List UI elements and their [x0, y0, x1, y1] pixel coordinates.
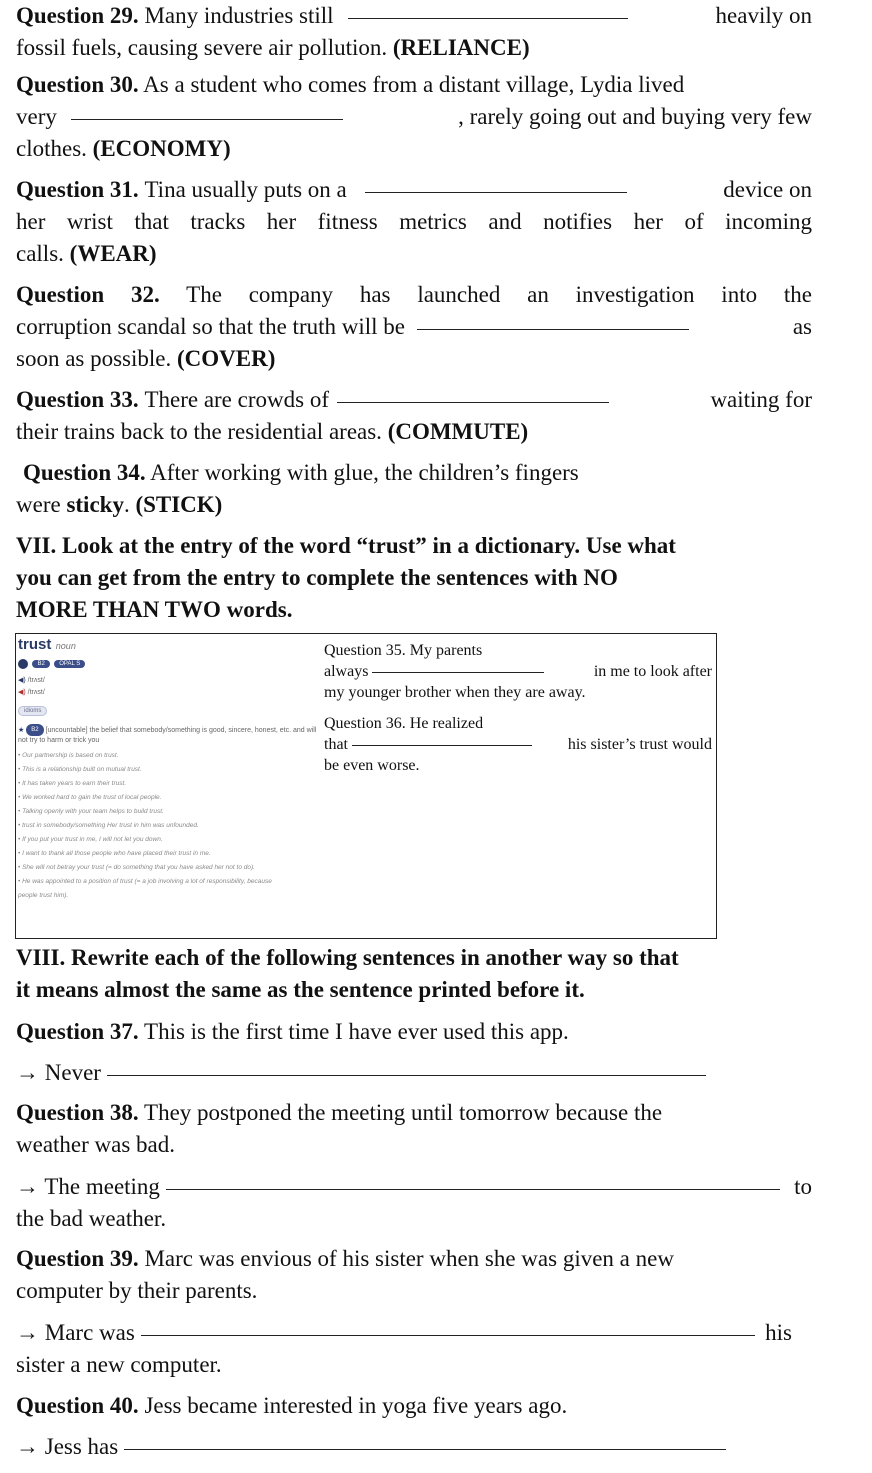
question-label: Question 37. — [16, 1019, 139, 1044]
speaker-us-icon[interactable]: ◀) — [18, 689, 26, 696]
question-text: his sister’s trust would — [567, 736, 712, 753]
pronunciation-us: /trʌst/ — [27, 689, 45, 696]
answer-blank[interactable] — [365, 192, 627, 193]
question-36 — [324, 713, 712, 776]
rewrite-prompt: → Never — [16, 1060, 101, 1085]
dictionary-example: • I want to thank all those people who have placed their trust in me. — [18, 850, 211, 857]
question-label: Question 32. — [16, 282, 160, 307]
question-39 — [16, 1243, 812, 1381]
dictionary-entry-box — [15, 633, 717, 939]
question-text: my younger brother when they are away. — [324, 684, 586, 701]
question-text: device on — [723, 177, 812, 202]
heading-line: you can get from the entry to complete the sentences with NO — [16, 565, 618, 590]
question-text: calls. — [16, 241, 64, 266]
question-label: Question 31. — [16, 177, 139, 202]
question-label: Question 34. — [23, 460, 146, 485]
question-text: My parents — [409, 642, 483, 659]
answer-blank[interactable] — [124, 1449, 726, 1450]
question-text: They postponed the meeting until tomorrow because the — [144, 1100, 663, 1125]
level-badge-icon — [18, 659, 28, 669]
dictionary-example: • This is a relationship built on mutual trust. — [18, 766, 142, 773]
answer-blank[interactable] — [372, 672, 544, 673]
answer-blank[interactable] — [352, 745, 532, 746]
root-word: (WEAR) — [69, 241, 157, 266]
question-text: Marc was envious of his sister when she was given a new — [144, 1246, 674, 1271]
dictionary-example: • Talking openly with your team helps to build trust. — [18, 808, 164, 815]
question-text: fossil fuels, causing severe air pollution. — [16, 35, 388, 60]
root-word: (COMMUTE) — [387, 419, 529, 444]
question-text: always — [324, 663, 369, 680]
idioms-button[interactable]: idioms — [18, 706, 47, 716]
question-text: sister a new computer. — [16, 1352, 222, 1377]
question-text: soon as possible. — [16, 346, 172, 371]
question-37 — [16, 1016, 812, 1089]
question-text: , rarely going out and buying very few — [458, 104, 812, 129]
question-label: Question 35. — [324, 642, 406, 659]
dictionary-example: • She will not betray your trust (= do something that you have asked her not to do). — [18, 864, 255, 871]
rewrite-prompt: → Marc was — [16, 1320, 135, 1345]
question-text: his — [765, 1320, 792, 1345]
star-icon: ★ — [18, 726, 25, 734]
question-text: that — [324, 736, 348, 753]
answer-blank[interactable] — [71, 119, 343, 120]
question-text: Many industries still — [144, 3, 334, 28]
answer-blank[interactable] — [337, 402, 609, 403]
question-text: Tina usually puts on a — [144, 177, 347, 202]
question-text: corruption scandal so that the truth will be — [16, 314, 405, 339]
question-34 — [16, 457, 812, 521]
question-text: As a student who comes from a distant village, Lydia lived — [143, 72, 685, 97]
question-label: Question 33. — [16, 387, 139, 412]
question-text: the bad weather. — [16, 1206, 167, 1231]
question-40 — [16, 1390, 812, 1463]
question-text: weather was bad. — [16, 1132, 176, 1157]
heading-line: it means almost the same as the sentence printed before it. — [16, 977, 585, 1002]
dictionary-example: • Our partnership is based on trust. — [18, 752, 119, 759]
opal-badge: OPAL S — [54, 660, 85, 668]
section-8-heading — [16, 942, 812, 1006]
dictionary-questions — [324, 640, 712, 776]
dictionary-example: • He was appointed to a position of trust (= a job involving a lot of responsibility, because — [18, 878, 272, 885]
question-text: Jess became interested in yoga five years ago. — [144, 1393, 568, 1418]
question-text: computer by their parents. — [16, 1278, 258, 1303]
section-7-heading — [16, 530, 812, 626]
question-31 — [16, 174, 812, 270]
question-text: The company has launched an investigation into the — [186, 282, 812, 307]
definition: [uncountable] the belief that somebody/something is good, sincere, honest, etc. and will not try to harm or trick you — [18, 726, 317, 744]
question-label: Question 29. — [16, 3, 139, 28]
question-text: There are crowds of — [144, 387, 329, 412]
question-text: their trains back to the residential areas. — [16, 419, 382, 444]
speaker-uk-icon[interactable]: ◀) — [18, 677, 26, 684]
answer-blank[interactable] — [107, 1075, 706, 1076]
question-33 — [16, 384, 812, 448]
answer-blank[interactable] — [141, 1335, 755, 1336]
question-text: waiting for — [710, 387, 812, 412]
question-29 — [16, 0, 812, 64]
question-text: to — [794, 1174, 812, 1199]
heading-line: MORE THAN TWO words. — [16, 597, 293, 622]
question-text: He realized — [409, 715, 484, 732]
heading-line: VII. Look at the entry of the word “trust” in a dictionary. Use what — [16, 533, 676, 558]
question-32 — [16, 279, 812, 375]
rewrite-prompt: → Jess has — [16, 1434, 119, 1459]
dictionary-example: • It has taken years to earn their trust. — [18, 780, 127, 787]
root-word: (COVER) — [177, 346, 276, 371]
headword: trust — [18, 636, 52, 653]
question-30 — [16, 69, 812, 165]
heading-line: VIII. Rewrite each of the following sentences in another way so that — [16, 945, 679, 970]
question-text: heavily on — [715, 3, 812, 28]
dictionary-example: • If you put your trust in me, I will not let you down. — [18, 836, 163, 843]
root-word: (RELIANCE) — [392, 35, 530, 60]
question-label: Question 30. — [16, 72, 139, 97]
filled-answer: sticky — [66, 492, 124, 517]
question-label: Question 40. — [16, 1393, 139, 1418]
example-list — [18, 749, 321, 903]
dictionary-example: • We worked hard to gain the trust of local people. — [18, 794, 162, 801]
question-text: her wrist that tracks her fitness metrics and notifies her of incoming — [16, 209, 812, 234]
definition-level: B2 — [26, 724, 43, 736]
question-label: Question 38. — [16, 1100, 139, 1125]
root-word: (STICK) — [135, 492, 223, 517]
rewrite-prompt: → The meeting — [16, 1174, 160, 1199]
level-badge: B2 — [32, 660, 49, 668]
question-text: This is the first time I have ever used this app. — [144, 1019, 569, 1044]
pronunciation-uk: /trʌst/ — [27, 677, 45, 684]
dictionary-example: • trust in somebody/something Her trust in him was unfounded. — [18, 822, 199, 829]
question-text: very — [16, 104, 57, 129]
dictionary-entry — [18, 636, 321, 936]
question-label: Question 39. — [16, 1246, 139, 1271]
question-text: clothes. — [16, 136, 87, 161]
answer-blank[interactable] — [417, 329, 689, 330]
question-text: . — [123, 492, 130, 517]
question-text: as — [792, 314, 812, 339]
question-38 — [16, 1097, 812, 1235]
question-text: in me to look after — [593, 663, 712, 680]
question-label: Question 36. — [324, 715, 406, 732]
dictionary-example: people trust him). — [18, 892, 69, 899]
question-text: be even worse. — [324, 757, 420, 774]
question-text: were — [16, 492, 61, 517]
root-word: (ECONOMY) — [92, 136, 231, 161]
answer-blank[interactable] — [348, 18, 628, 19]
question-35 — [324, 640, 712, 703]
answer-blank[interactable] — [166, 1189, 780, 1190]
part-of-speech: noun — [55, 641, 76, 651]
question-text: After working with glue, the children’s fingers — [150, 460, 579, 485]
